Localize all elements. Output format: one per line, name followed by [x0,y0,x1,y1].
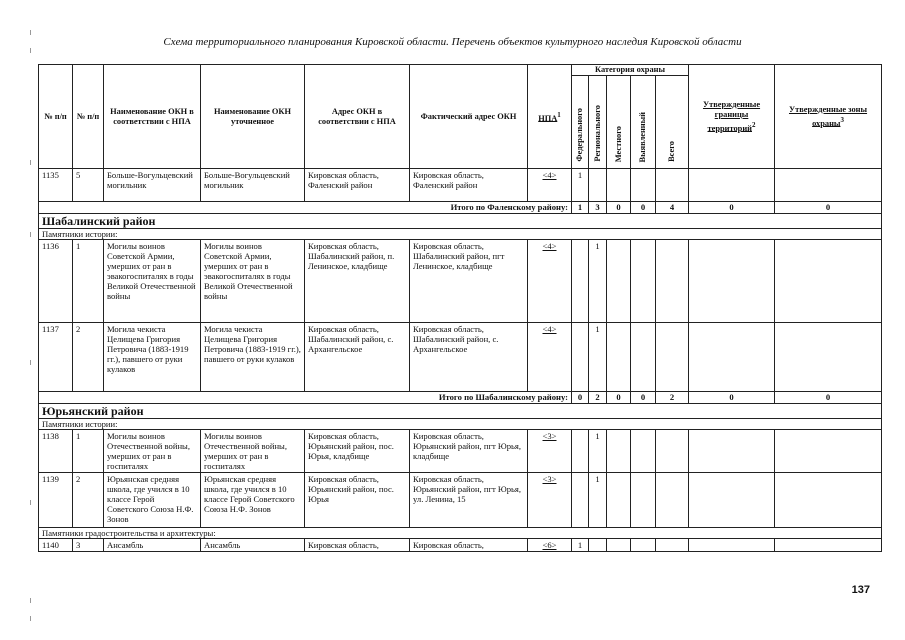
total-label-shabalinskiy: Итого по Шабалинскому району: [39,392,572,404]
cell-zones [775,323,882,392]
cell-regional [589,169,607,202]
cell-total [656,473,689,528]
cell-federal: 1 [572,169,589,202]
total-identified: 0 [631,392,656,404]
col-header-local [607,76,631,169]
table-row [39,240,882,323]
cell-name-refined: Больше-Вогульцевский могильник [201,169,305,202]
cell-name-refined: Ансамбль [201,539,305,552]
cell-address: Кировская область, Шабалинский район, с. Архангельское [305,323,410,392]
cell-name: Могила чекиста Целищева Григория Петровича (1883-1919 гг.), павшего от руки кулаков [104,323,201,392]
col-header-approved-zones [775,65,882,169]
cell-zones [775,430,882,473]
cell-federal [572,473,589,528]
total-borders: 0 [689,202,775,214]
col-header-name-refined: Наименование ОКН уточненное [201,65,305,169]
col-header-npa [528,65,572,169]
col-header-regional [589,76,607,169]
district-row [39,404,882,419]
cell-address: Кировская область, Юрьянский район, пос. Юрья [305,473,410,528]
identified-label: Выявленный [638,111,647,162]
scan-edge-mark [30,360,37,365]
document-title: Схема территориального планирования Кировской области. Перечень объектов культурного наследия Кировской области [163,36,742,48]
cell-address-actual: Кировская область, Юрьянский район, пгт Юрья, ул. Ленина, 15 [410,473,528,528]
cell-borders [689,240,775,323]
cell-local-number: 1 [73,430,104,473]
col-header-federal [572,76,589,169]
cell-local-number: 1 [73,240,104,323]
total-row [39,202,882,214]
federal-label: Федерального [575,108,584,162]
scan-edge-mark [30,616,37,621]
cell-local-number: 2 [73,473,104,528]
cell-npa-link[interactable] [528,430,572,473]
cell-total [656,430,689,473]
total-federal: 0 [572,392,589,404]
cell-federal: 1 [572,539,589,552]
cell-local [607,473,631,528]
cell-identified [631,240,656,323]
section-history-monuments: Памятники истории: [39,419,882,430]
cell-name: Юрьянская средняя школа, где учился в 10 классе Герой Советского Союза Н.Ф. Зонов [104,473,201,528]
cell-federal [572,430,589,473]
cell-address-actual: Кировская область, Юрьянский район, пгт Юрья, кладбище [410,430,528,473]
section-history-monuments: Памятники истории: [39,229,882,240]
district-row [39,214,882,229]
cell-borders [689,169,775,202]
cell-identified [631,169,656,202]
npa-header-label: НПА [538,113,558,123]
scan-edge-mark [30,48,37,53]
scan-edge-mark [30,500,37,505]
cell-address-actual: Кировская область, [410,539,528,552]
cell-identified [631,323,656,392]
cell-name-refined: Могилы воинов Отечественной войны, умерших от ран в госпиталях [201,430,305,473]
cell-name: Больше-Вогульцевский могильник [104,169,201,202]
total-identified: 0 [631,202,656,214]
cell-zones [775,169,882,202]
npa-link[interactable]: <4> [542,170,557,180]
col-header-category-group: Категория охраны [572,65,689,76]
total-all: 4 [656,202,689,214]
cell-local [607,430,631,473]
cell-address: Кировская область, [305,539,410,552]
col-header-num: № п/п [39,65,73,169]
total-label: Всего [667,141,676,162]
cell-number: 1135 [39,169,73,202]
cell-borders [689,539,775,552]
col-header-num-local: № п/п [73,65,104,169]
page-number: 137 [851,584,870,596]
approved-borders-label: Утвержденные границы территорий [702,99,761,133]
cell-identified [631,430,656,473]
cell-number: 1137 [39,323,73,392]
cell-borders [689,323,775,392]
cell-federal [572,240,589,323]
cell-local [607,323,631,392]
cell-name: Ансамбль [104,539,201,552]
total-zones: 0 [775,392,882,404]
scan-edge-mark [30,30,37,35]
cell-name: Могилы воинов Отечественной войны, умерших от ран в госпиталях [104,430,201,473]
total-local: 0 [607,202,631,214]
local-label: Местного [613,125,623,162]
table-row [39,430,882,473]
section-row [39,419,882,430]
cell-zones [775,473,882,528]
col-header-approved-borders [689,65,775,169]
cell-npa-link[interactable] [528,473,572,528]
npa-link[interactable]: <4> [542,324,557,334]
npa-footnote-ref: 1 [557,110,561,119]
cell-identified [631,473,656,528]
section-architecture-monuments: Памятники градостроительства и архитектуры: [39,528,882,539]
npa-link[interactable]: <6> [542,540,557,550]
regional-label: Регионального [592,105,602,162]
cell-local-number: 2 [73,323,104,392]
cell-borders [689,430,775,473]
cell-address: Кировская область, Юрьянский район, пос. Юрья, кладбище [305,430,410,473]
cell-number: 1139 [39,473,73,528]
cell-address: Кировская область, Фаленский район [305,169,410,202]
approved-zones-footnote-ref: 3 [840,115,844,124]
cell-address-actual: Кировская область, Фаленский район [410,169,528,202]
cell-federal [572,323,589,392]
cell-address: Кировская область, Шабалинский район, п. Ленинское, кладбище [305,240,410,323]
table-row [39,473,882,528]
cell-regional: 1 [589,473,607,528]
cell-npa-link[interactable] [528,169,572,202]
cell-regional [589,539,607,552]
col-header-total [656,76,689,169]
approved-zones-label: Утвержденные зоны охраны [788,104,868,128]
total-regional: 2 [589,392,607,404]
approved-borders-footnote-ref: 2 [752,120,756,129]
cell-zones [775,240,882,323]
col-header-address-npa: Адрес ОКН в соответствии с НПА [305,65,410,169]
heritage-table [38,64,882,552]
npa-link[interactable]: <3> [542,474,557,484]
cell-number: 1140 [39,539,73,552]
total-zones: 0 [775,202,882,214]
cell-zones [775,539,882,552]
cell-total [656,539,689,552]
col-header-identified [631,76,656,169]
cell-local-number: 3 [73,539,104,552]
cell-npa-link[interactable] [528,539,572,552]
cell-address-actual: Кировская область, Шабалинский район, с. Архангельское [410,323,528,392]
col-header-name-okn: Наименование ОКН в соответствии с НПА [104,65,201,169]
cell-name-refined: Юрьянская средняя школа, где учился в 10 классе Герой Советского Союза Н.Ф. Зонов [201,473,305,528]
district-shabalinskiy: Шабалинский район [39,214,882,229]
cell-local [607,539,631,552]
table-row [39,323,882,392]
total-all: 2 [656,392,689,404]
cell-borders [689,473,775,528]
table-row [39,169,882,202]
cell-npa-link[interactable] [528,240,572,323]
cell-number: 1136 [39,240,73,323]
cell-number: 1138 [39,430,73,473]
cell-address-actual: Кировская область, Шабалинский район, пгт Ленинское, кладбище [410,240,528,323]
total-label-falenskiy: Итого по Фаленскому району: [39,202,572,214]
table-row [39,539,882,552]
cell-identified [631,539,656,552]
cell-name: Могилы воинов Советской Армии, умерших от ран в эвакогоспиталях в годы Великой Отечественной войны [104,240,201,323]
total-federal: 1 [572,202,589,214]
total-local: 0 [607,392,631,404]
cell-npa-link[interactable] [528,323,572,392]
total-borders: 0 [689,392,775,404]
section-row [39,229,882,240]
cell-local [607,240,631,323]
scan-edge-mark [30,232,37,237]
district-yuryanskiy: Юрьянский район [39,404,882,419]
cell-regional: 1 [589,323,607,392]
npa-link[interactable]: <4> [542,241,557,251]
cell-regional: 1 [589,240,607,323]
scan-edge-mark [30,598,37,603]
npa-link[interactable]: <3> [542,431,557,441]
cell-total [656,240,689,323]
section-row [39,528,882,539]
scan-edge-mark [30,160,37,165]
cell-local [607,169,631,202]
total-regional: 3 [589,202,607,214]
col-header-address-actual: Фактический адрес ОКН [410,65,528,169]
cell-total [656,169,689,202]
cell-name-refined: Могилы воинов Советской Армии, умерших от ран в эвакогоспиталях в годы Великой Отечественной войны [201,240,305,323]
cell-local-number: 5 [73,169,104,202]
cell-total [656,323,689,392]
cell-name-refined: Могила чекиста Целищева Григория Петровича (1883-1919 гг.), павшего от руки кулаков [201,323,305,392]
cell-regional: 1 [589,430,607,473]
total-row [39,392,882,404]
